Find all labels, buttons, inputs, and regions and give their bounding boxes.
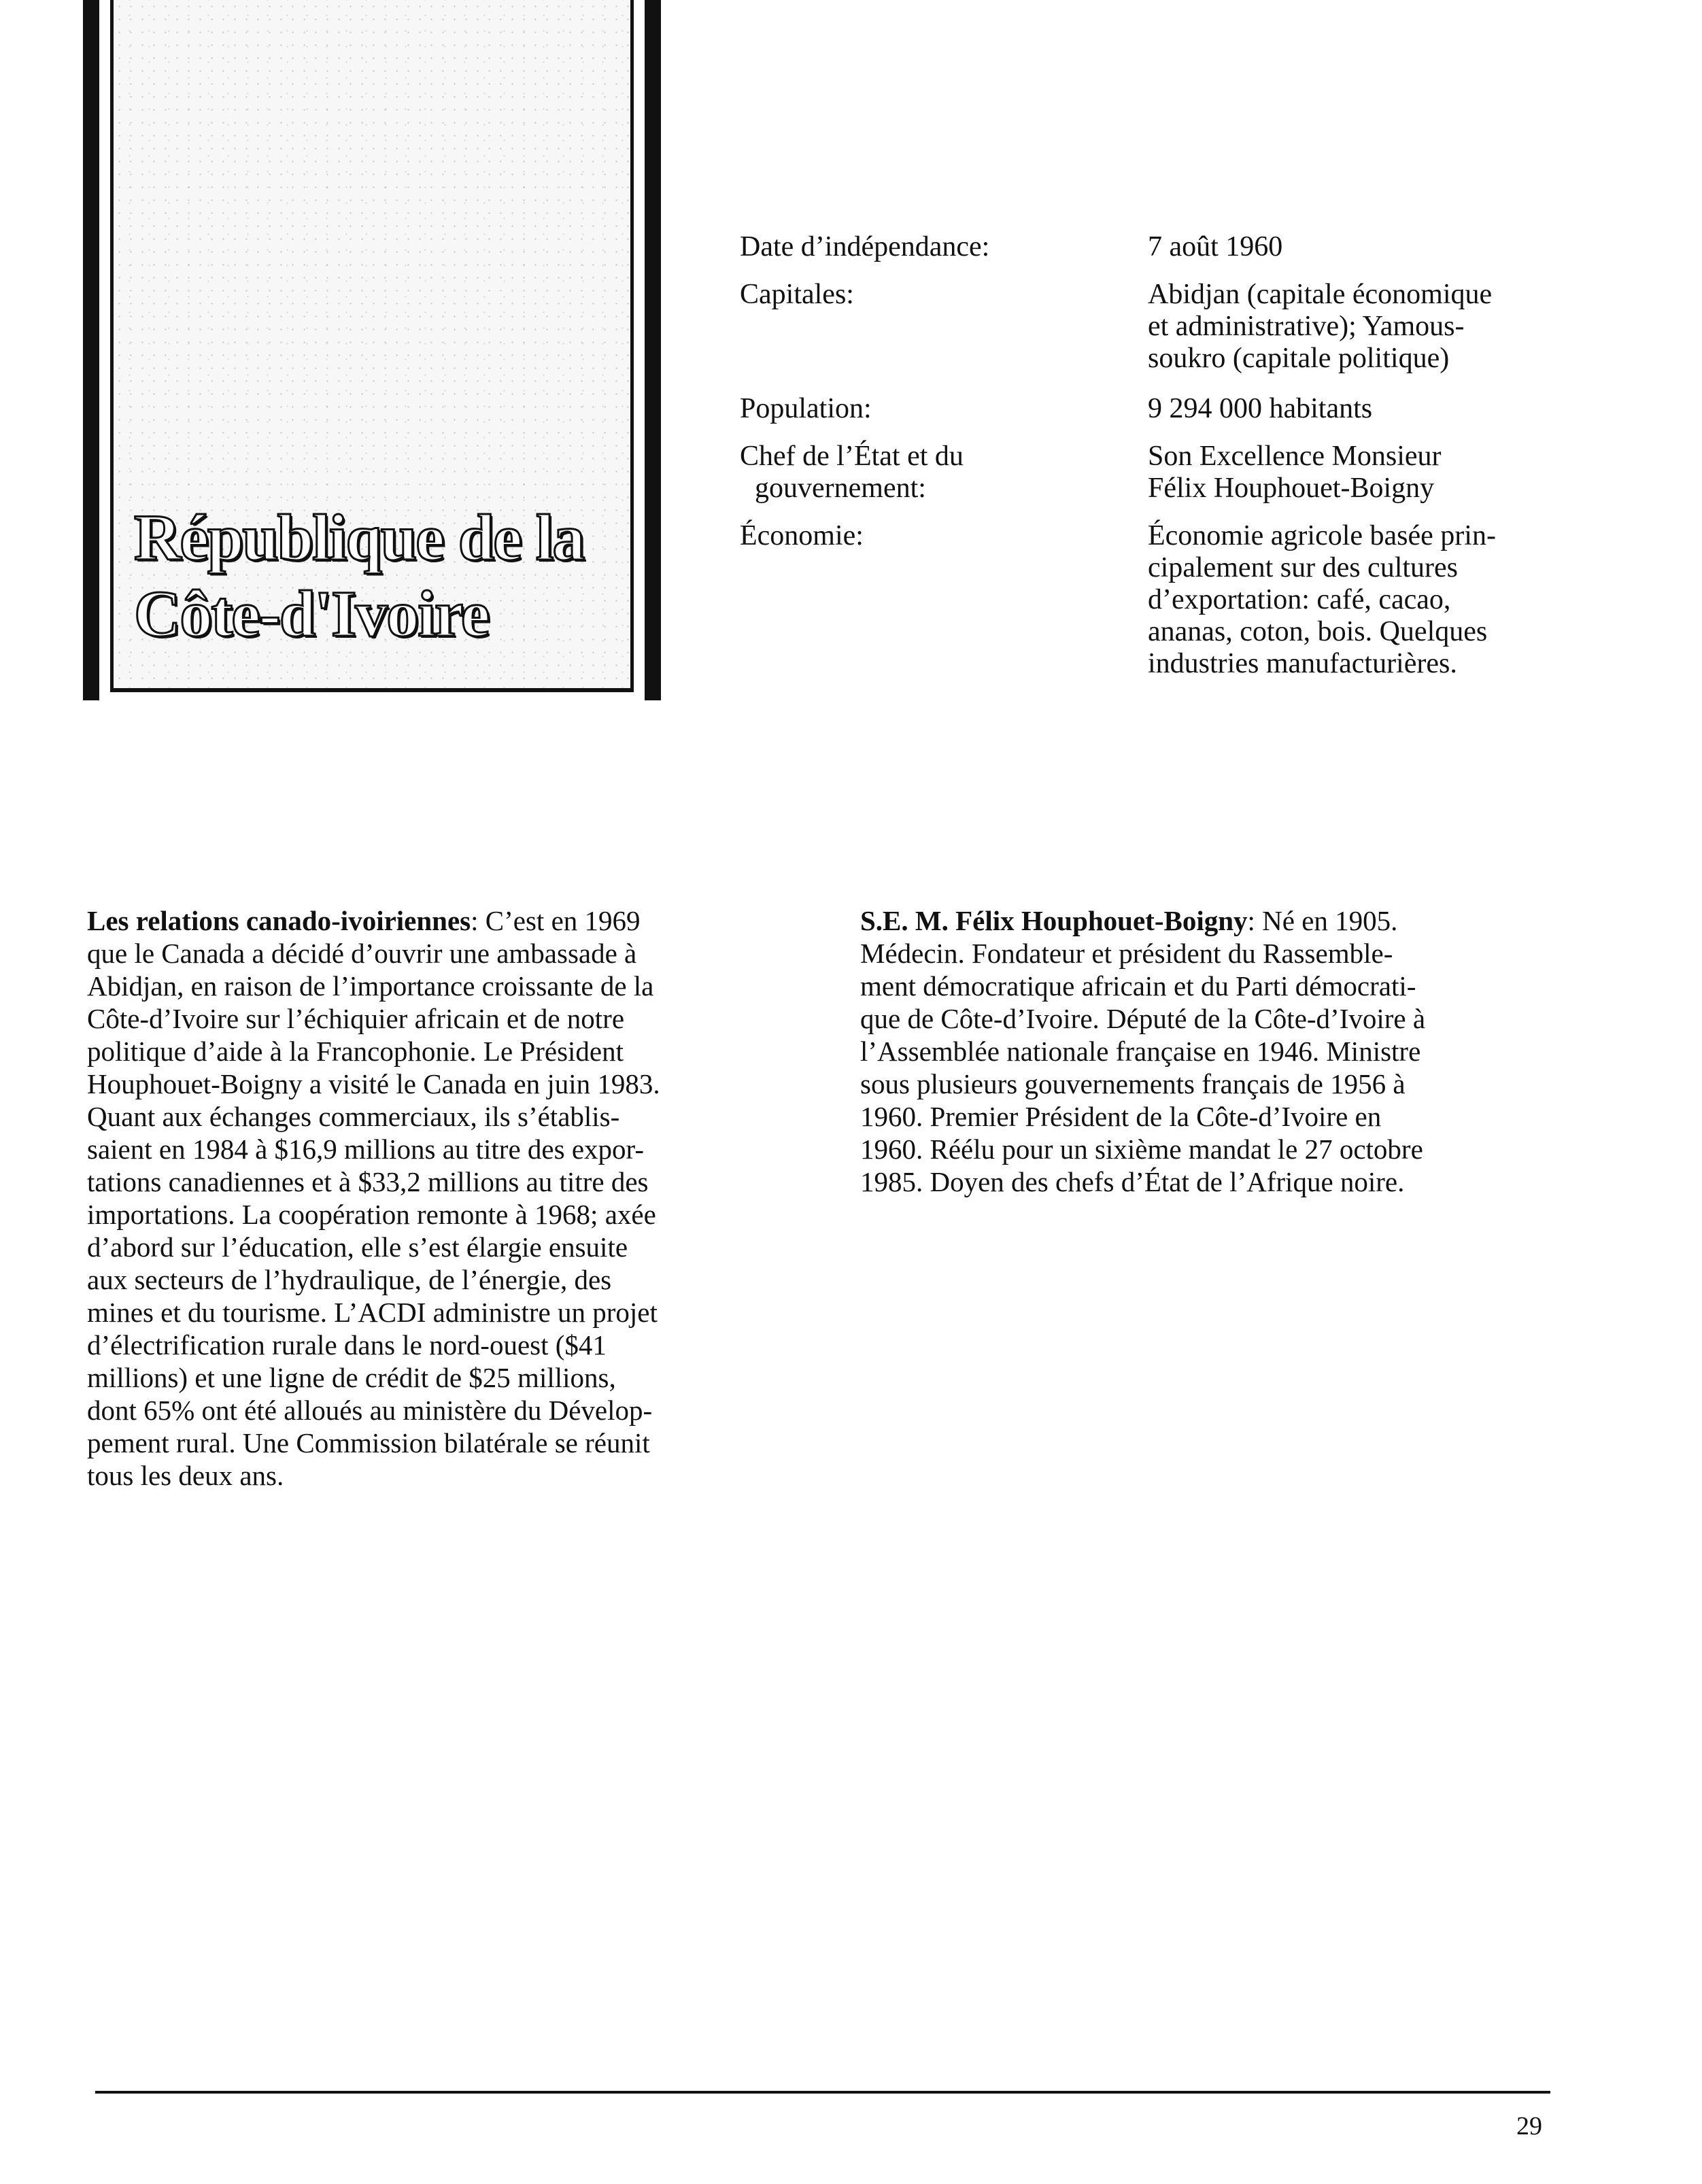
relations-column: [87, 904, 774, 1492]
fact-value: [1148, 231, 1556, 263]
biography-column: [860, 904, 1540, 1198]
relations-line: Quant aux échanges commerciaux, ils s’établis-: [87, 1101, 620, 1132]
relations-line: pement rural. Une Commission bilatérale se réunit: [87, 1427, 650, 1458]
relations-line: mines et du tourisme. L’ACDI administre un projet: [87, 1297, 658, 1328]
stippled-frame: [110, 0, 634, 692]
fact-row-capitals: [740, 279, 1556, 375]
fact-label-line: Population:: [740, 393, 872, 424]
title-box: [83, 0, 661, 700]
fact-value: [1148, 441, 1556, 505]
biography-line: Médecin. Fondateur et président du Rassemble-: [860, 938, 1393, 969]
fact-value: [1148, 520, 1556, 680]
fact-label-line: Chef de l’État et du: [740, 441, 964, 472]
fact-label: [740, 231, 1127, 263]
relations-line: saient en 1984 à $16,9 millions au titre des expor-: [87, 1133, 644, 1165]
biography-line: 1960. Réélu pour un sixième mandat le 27 octobre: [860, 1133, 1423, 1165]
page-title: [134, 500, 637, 652]
relations-first-line-text: : C’est en 1969: [471, 905, 641, 936]
relations-first-line: [87, 904, 774, 937]
fact-row-independence: [740, 231, 1556, 263]
left-border-bar: [83, 0, 99, 700]
fact-value-line: Félix Houphouet-Boigny: [1148, 473, 1435, 504]
relations-line: Abidjan, en raison de l’importance croissante de la: [87, 970, 654, 1002]
fact-label-line: Date d’indépendance:: [740, 231, 990, 262]
biography-first-line-text: : Né en 1905.: [1247, 905, 1398, 936]
fact-label: [740, 279, 1127, 311]
biography-line: l’Assemblée nationale française en 1946. Ministre: [860, 1036, 1421, 1067]
relations-line: que le Canada a décidé d’ouvrir une ambassade à: [87, 938, 637, 969]
biography-line: sous plusieurs gouvernements français de 1956 à: [860, 1068, 1406, 1099]
biography-line: 1985. Doyen des chefs d’État de l’Afrique noire.: [860, 1166, 1405, 1197]
fact-value-line: industries manufacturières.: [1148, 648, 1457, 679]
fact-sheet: [740, 231, 1556, 696]
biography-line: ment démocratique africain et du Parti démocrati-: [860, 970, 1416, 1002]
fact-label-line: gouvernement:: [755, 473, 926, 504]
fact-value-line: d’exportation: café, cacao,: [1148, 584, 1451, 615]
relations-line: importations. La coopération remonte à 1968; axée: [87, 1199, 656, 1230]
relations-line: Houphouet-Boigny a visité le Canada en juin 1983.: [87, 1068, 660, 1099]
biography-line: 1960. Premier Président de la Côte-d’Ivoire en: [860, 1101, 1382, 1132]
right-border-bar: [645, 0, 661, 700]
relations-line: dont 65% ont été alloués au ministère du Dévelop-: [87, 1395, 653, 1426]
fact-label: [740, 393, 1127, 425]
fact-value-line: Abidjan (capitale économique: [1148, 279, 1493, 310]
biography-heading: S.E. M. Félix Houphouet-Boigny: [860, 905, 1248, 936]
relations-line: d’abord sur l’éducation, elle s’est élargie ensuite: [87, 1231, 628, 1263]
fact-value-line: 9 294 000 habitants: [1148, 393, 1373, 424]
fact-value-line: cipalement sur des cultures: [1148, 552, 1459, 583]
relations-line: d’électrification rurale dans le nord-ouest ($41: [87, 1329, 607, 1361]
fact-value-line: Économie agricole basée prin-: [1148, 520, 1496, 551]
fact-row-population: [740, 393, 1556, 425]
page-number: 29: [1516, 2112, 1542, 2140]
relations-line: tous les deux ans.: [87, 1460, 284, 1491]
relations-line: tations canadiennes et à $33,2 millions au titre des: [87, 1166, 649, 1197]
relations-line: millions) et une ligne de crédit de $25 millions,: [87, 1362, 616, 1393]
relations-line: aux secteurs de l’hydraulique, de l’énergie, des: [87, 1264, 612, 1295]
fact-value: [1148, 279, 1556, 375]
fact-value-line: et administrative); Yamous-: [1148, 311, 1465, 342]
fact-row-economy: [740, 520, 1556, 680]
fact-value: [1148, 393, 1556, 425]
fact-value-line: 7 août 1960: [1148, 231, 1283, 262]
page-title-line-2: Côte-d'Ivoire: [134, 577, 489, 650]
footer-rule: [95, 2091, 1550, 2094]
fact-label: [740, 441, 1127, 505]
fact-value-line: soukro (capitale politique): [1148, 343, 1450, 374]
relations-line: politique d’aide à la Francophonie. Le Président: [87, 1036, 624, 1067]
fact-label-line: Capitales:: [740, 279, 854, 310]
fact-label-line: Économie:: [740, 520, 864, 551]
relations-heading: Les relations canado-ivoiriennes: [87, 905, 471, 936]
page-title-line-1: République de la: [134, 501, 584, 574]
fact-label: [740, 520, 1127, 552]
fact-value-line: ananas, coton, bois. Quelques: [1148, 616, 1488, 647]
biography-first-line: [860, 904, 1540, 937]
relations-line: Côte-d’Ivoire sur l’échiquier africain et de notre: [87, 1003, 625, 1034]
fact-row-head-of-state: [740, 441, 1556, 505]
biography-line: que de Côte-d’Ivoire. Député de la Côte-d’Ivoire à: [860, 1003, 1426, 1034]
fact-value-line: Son Excellence Monsieur: [1148, 441, 1442, 472]
